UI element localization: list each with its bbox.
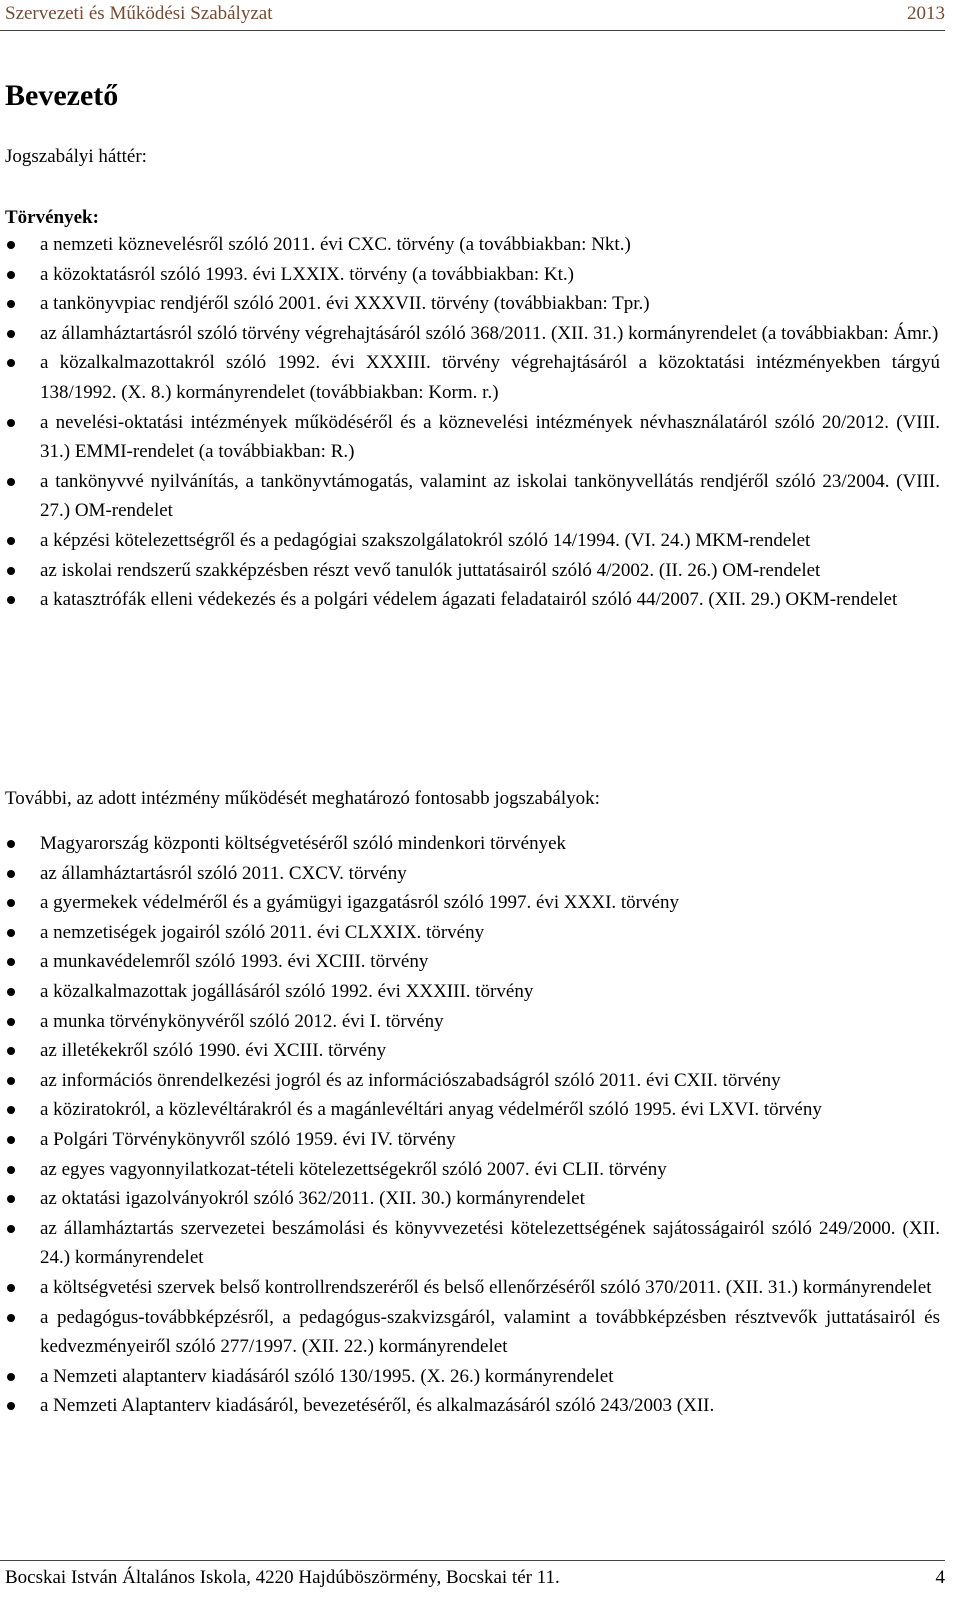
list-item: a nevelési-oktatási intézmények működéséről és a köznevelési intézmények névhasználatáról szóló 20/2012. (VIII. 31.) EMMI-rendelet (a továbbiakban: R.) [0,408,940,467]
list-item: a munka törvénykönyvéről szóló 2012. évi I. törvény [0,1007,940,1037]
page-number: 4 [935,1567,945,1588]
list-item: a gyermekek védelméről és a gyámügyi igazgatásról szóló 1997. évi XXXI. törvény [0,888,940,918]
list-item: a Nemzeti alaptanterv kiadásáról szóló 130/1995. (X. 26.) kormányrendelet [0,1362,940,1392]
list-item: a tankönyvvé nyilvánítás, a tankönyvtámogatás, valamint az iskolai tankönyvellátás rendjéről szóló 23/2004. (VIII. 27.) OM-rendelet [0,467,940,526]
list-item: az információs önrendelkezési jogról és az információszabadságról szóló 2011. évi CXII. törvény [0,1066,940,1096]
list-item: Magyarország központi költségvetéséről szóló mindenkori törvények [0,829,940,859]
list-item: a közalkalmazottak jogállásáról szóló 1992. évi XXXIII. törvény [0,977,940,1007]
list-item: a nemzeti köznevelésről szóló 2011. évi CXC. törvény (a továbbiakban: Nkt.) [0,230,940,260]
list-item: az oktatási igazolványokról szóló 362/2011. (XII. 30.) kormányrendelet [0,1184,940,1214]
list-item: a munkavédelemről szóló 1993. évi XCIII. törvény [0,947,940,977]
list-item: a költségvetési szervek belső kontrollrendszeréről és belső ellenőrzéséről szóló 370/2011. (XII. 31.) kormányrendelet [0,1273,940,1303]
list-item: az államháztartás szervezetei beszámolási és könyvvezetési kötelezettségének sajátosságairól szóló 249/2000. (XII. 24.) kormányrendelet [0,1214,940,1273]
page-footer [0,1560,945,1598]
list-item: a közoktatásról szóló 1993. évi LXXIX. törvény (a továbbiakban: Kt.) [0,260,940,290]
list-item: a nemzetiségek jogairól szóló 2011. évi CLXXIX. törvény [0,918,940,948]
list-item: a Nemzeti Alaptanterv kiadásáról, bevezetéséről, és alkalmazásáról szóló 243/2003 (XII. [0,1391,940,1421]
header-year: 2013 [907,3,945,24]
footer-school-address: Bocskai István Általános Iskola, 4220 Hajdúböszörmény, Bocskai tér 11. [5,1567,560,1588]
laws-heading: Törvények: [5,207,99,228]
list-item: az egyes vagyonnyilatkozat-tételi kötelezettségekről szóló 2007. évi CLII. törvény [0,1155,940,1185]
section-title: Bevezető [5,79,119,112]
list-item: az államháztartásról szóló 2011. CXCV. törvény [0,859,940,889]
list-item: a pedagógus-továbbképzésről, a pedagógus-szakvizsgáról, valamint a továbbképzésben résztvevők juttatásairól és kedvezményeiről szóló 277/1997. (XII. 22.) kormányrendelet [0,1303,940,1362]
header-document-title: Szervezeti és Működési Szabályzat [5,3,273,24]
list-item: a tankönyvpiac rendjéről szóló 2001. évi XXXVII. törvény (továbbiakban: Tpr.) [0,289,940,319]
list-item: az illetékekről szóló 1990. évi XCIII. törvény [0,1036,940,1066]
other-laws-list [0,829,960,1421]
list-item: a képzési kötelezettségről és a pedagógiai szakszolgálatokról szóló 14/1994. (VI. 24.) MKM-rendelet [0,526,940,556]
list-item: a Polgári Törvénykönyvről szóló 1959. évi IV. törvény [0,1125,940,1155]
other-laws-heading: További, az adott intézmény működését meghatározó fontosabb jogszabályok: [5,788,600,809]
list-item: a közalkalmazottakról szóló 1992. évi XXXIII. törvény végrehajtásáról a közoktatási intézményekben tárgyú 138/1992. (X. 8.) kormányrendelet (továbbiakban: Korm. r.) [0,348,940,407]
laws-list [0,230,960,615]
list-item: az iskolai rendszerű szakképzésben részt vevő tanulók juttatásairól szóló 4/2002. (II. 26.) OM-rendelet [0,556,940,586]
list-item: a katasztrófák elleni védekezés és a polgári védelem ágazati feladatairól szóló 44/2007. (XII. 29.) OKM-rendelet [0,585,940,615]
list-item: az államháztartásról szóló törvény végrehajtásáról szóló 368/2011. (XII. 31.) kormányrendelet (a továbbiakban: Ámr.) [0,319,940,349]
page-header [0,0,945,31]
list-item: a köziratokról, a közlevéltárakról és a magánlevéltári anyag védelméről szóló 1995. évi LXVI. törvény [0,1095,940,1125]
intro-text: Jogszabályi háttér: [5,146,147,167]
